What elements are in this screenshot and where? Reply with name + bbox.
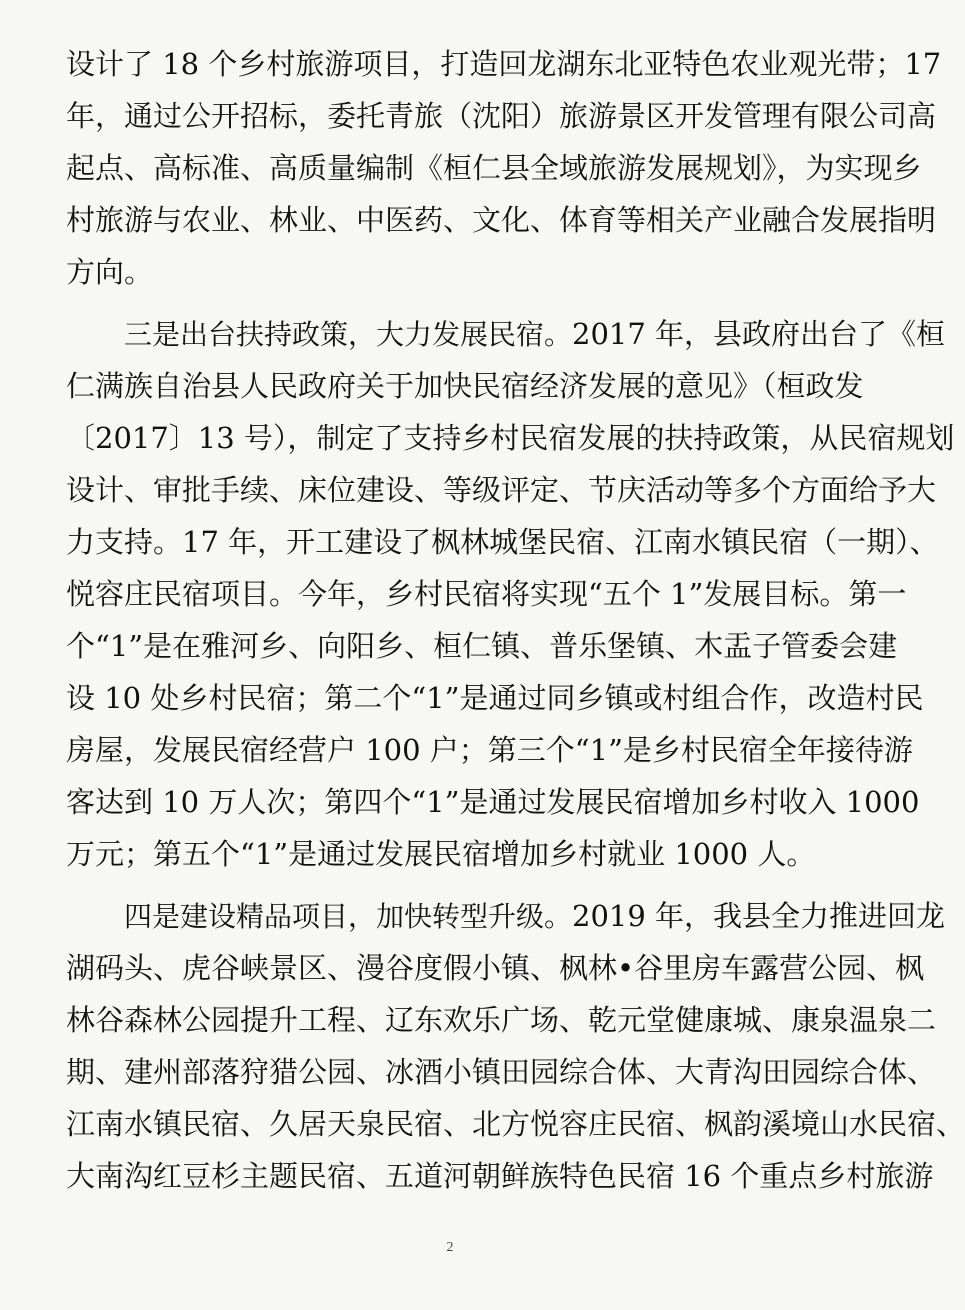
- paragraph-2: [66, 308, 955, 880]
- paragraph-line: 方向。: [66, 255, 154, 289]
- paragraph-line: 期、建州部落狩猎公园、冰酒小镇田园综合体、大青沟田园综合体、: [66, 1055, 937, 1089]
- paragraph-line: 设 10 处乡村民宿；第二个“1”是通过同乡镇或村组合作，改造村民: [66, 681, 924, 715]
- paragraph-text: 2017 年，县政府出台了《桓: [572, 317, 946, 351]
- paragraph-line: 年，通过公开招标，委托青旅（沈阳）旅游景区开发管理有限公司高: [66, 99, 937, 133]
- paragraph-line: 力支持。17 年，开工建设了枫林城堡民宿、江南水镇民宿（一期）、: [66, 525, 939, 559]
- paragraph-first-line: [66, 890, 946, 942]
- paragraph-1: [66, 38, 942, 298]
- paragraph-3: [66, 890, 965, 1202]
- page-number: 2: [446, 1240, 454, 1255]
- paragraph-line: 房屋，发展民宿经营户 100 户；第三个“1”是乡村民宿全年接待游: [66, 733, 913, 767]
- section-heading: 四是建设精品项目，加快转型升级。: [124, 900, 573, 933]
- paragraph-line: 个“1”是在雅河乡、向阳乡、桓仁镇、普乐堡镇、木盂子管委会建: [66, 629, 898, 663]
- paragraph-line: 林谷森林公园提升工程、辽东欢乐广场、乾元堂健康城、康泉温泉二: [66, 1003, 937, 1037]
- paragraph-line: 湖码头、虎谷峡景区、漫谷度假小镇、枫林•谷里房车露营公园、枫: [66, 951, 925, 985]
- paragraph-line: 悦容庄民宿项目。今年，乡村民宿将实现“五个 1”发展目标。第一: [66, 577, 907, 611]
- paragraph-line: 村旅游与农业、林业、中医药、文化、体育等相关产业融合发展指明: [66, 203, 937, 237]
- paragraph-line: 设计、审批手续、床位建设、等级评定、节庆活动等多个方面给予大: [66, 473, 937, 507]
- paragraph-line: 客达到 10 万人次；第四个“1”是通过发展民宿增加乡村收入 1000: [66, 785, 920, 819]
- paragraph-line: 江南水镇民宿、久居天泉民宿、北方悦容庄民宿、枫韵溪境山水民宿、: [66, 1107, 965, 1141]
- paragraph-line: 〔2017〕13 号），制定了支持乡村民宿发展的扶持政策，从民宿规划: [66, 421, 955, 455]
- paragraph-line: 起点、高标准、高质量编制《桓仁县全域旅游发展规划》，为实现乡: [66, 151, 922, 185]
- paragraph-line: 仁满族自治县人民政府关于加快民宿经济发展的意见》（桓政发: [66, 369, 864, 403]
- paragraph-line: 大南沟红豆杉主题民宿、五道河朝鲜族特色民宿 16 个重点乡村旅游: [66, 1159, 934, 1193]
- paragraph-text: 2019 年，我县全力推进回龙: [572, 899, 946, 933]
- paragraph-line: 万元；第五个“1”是通过发展民宿增加乡村就业 1000 人。: [66, 837, 816, 871]
- section-heading: 三是出台扶持政策，大力发展民宿。: [124, 318, 573, 351]
- paragraph-line: 设计了 18 个乡村旅游项目，打造回龙湖东北亚特色农业观光带；17: [66, 47, 942, 81]
- paragraph-first-line: [66, 308, 946, 360]
